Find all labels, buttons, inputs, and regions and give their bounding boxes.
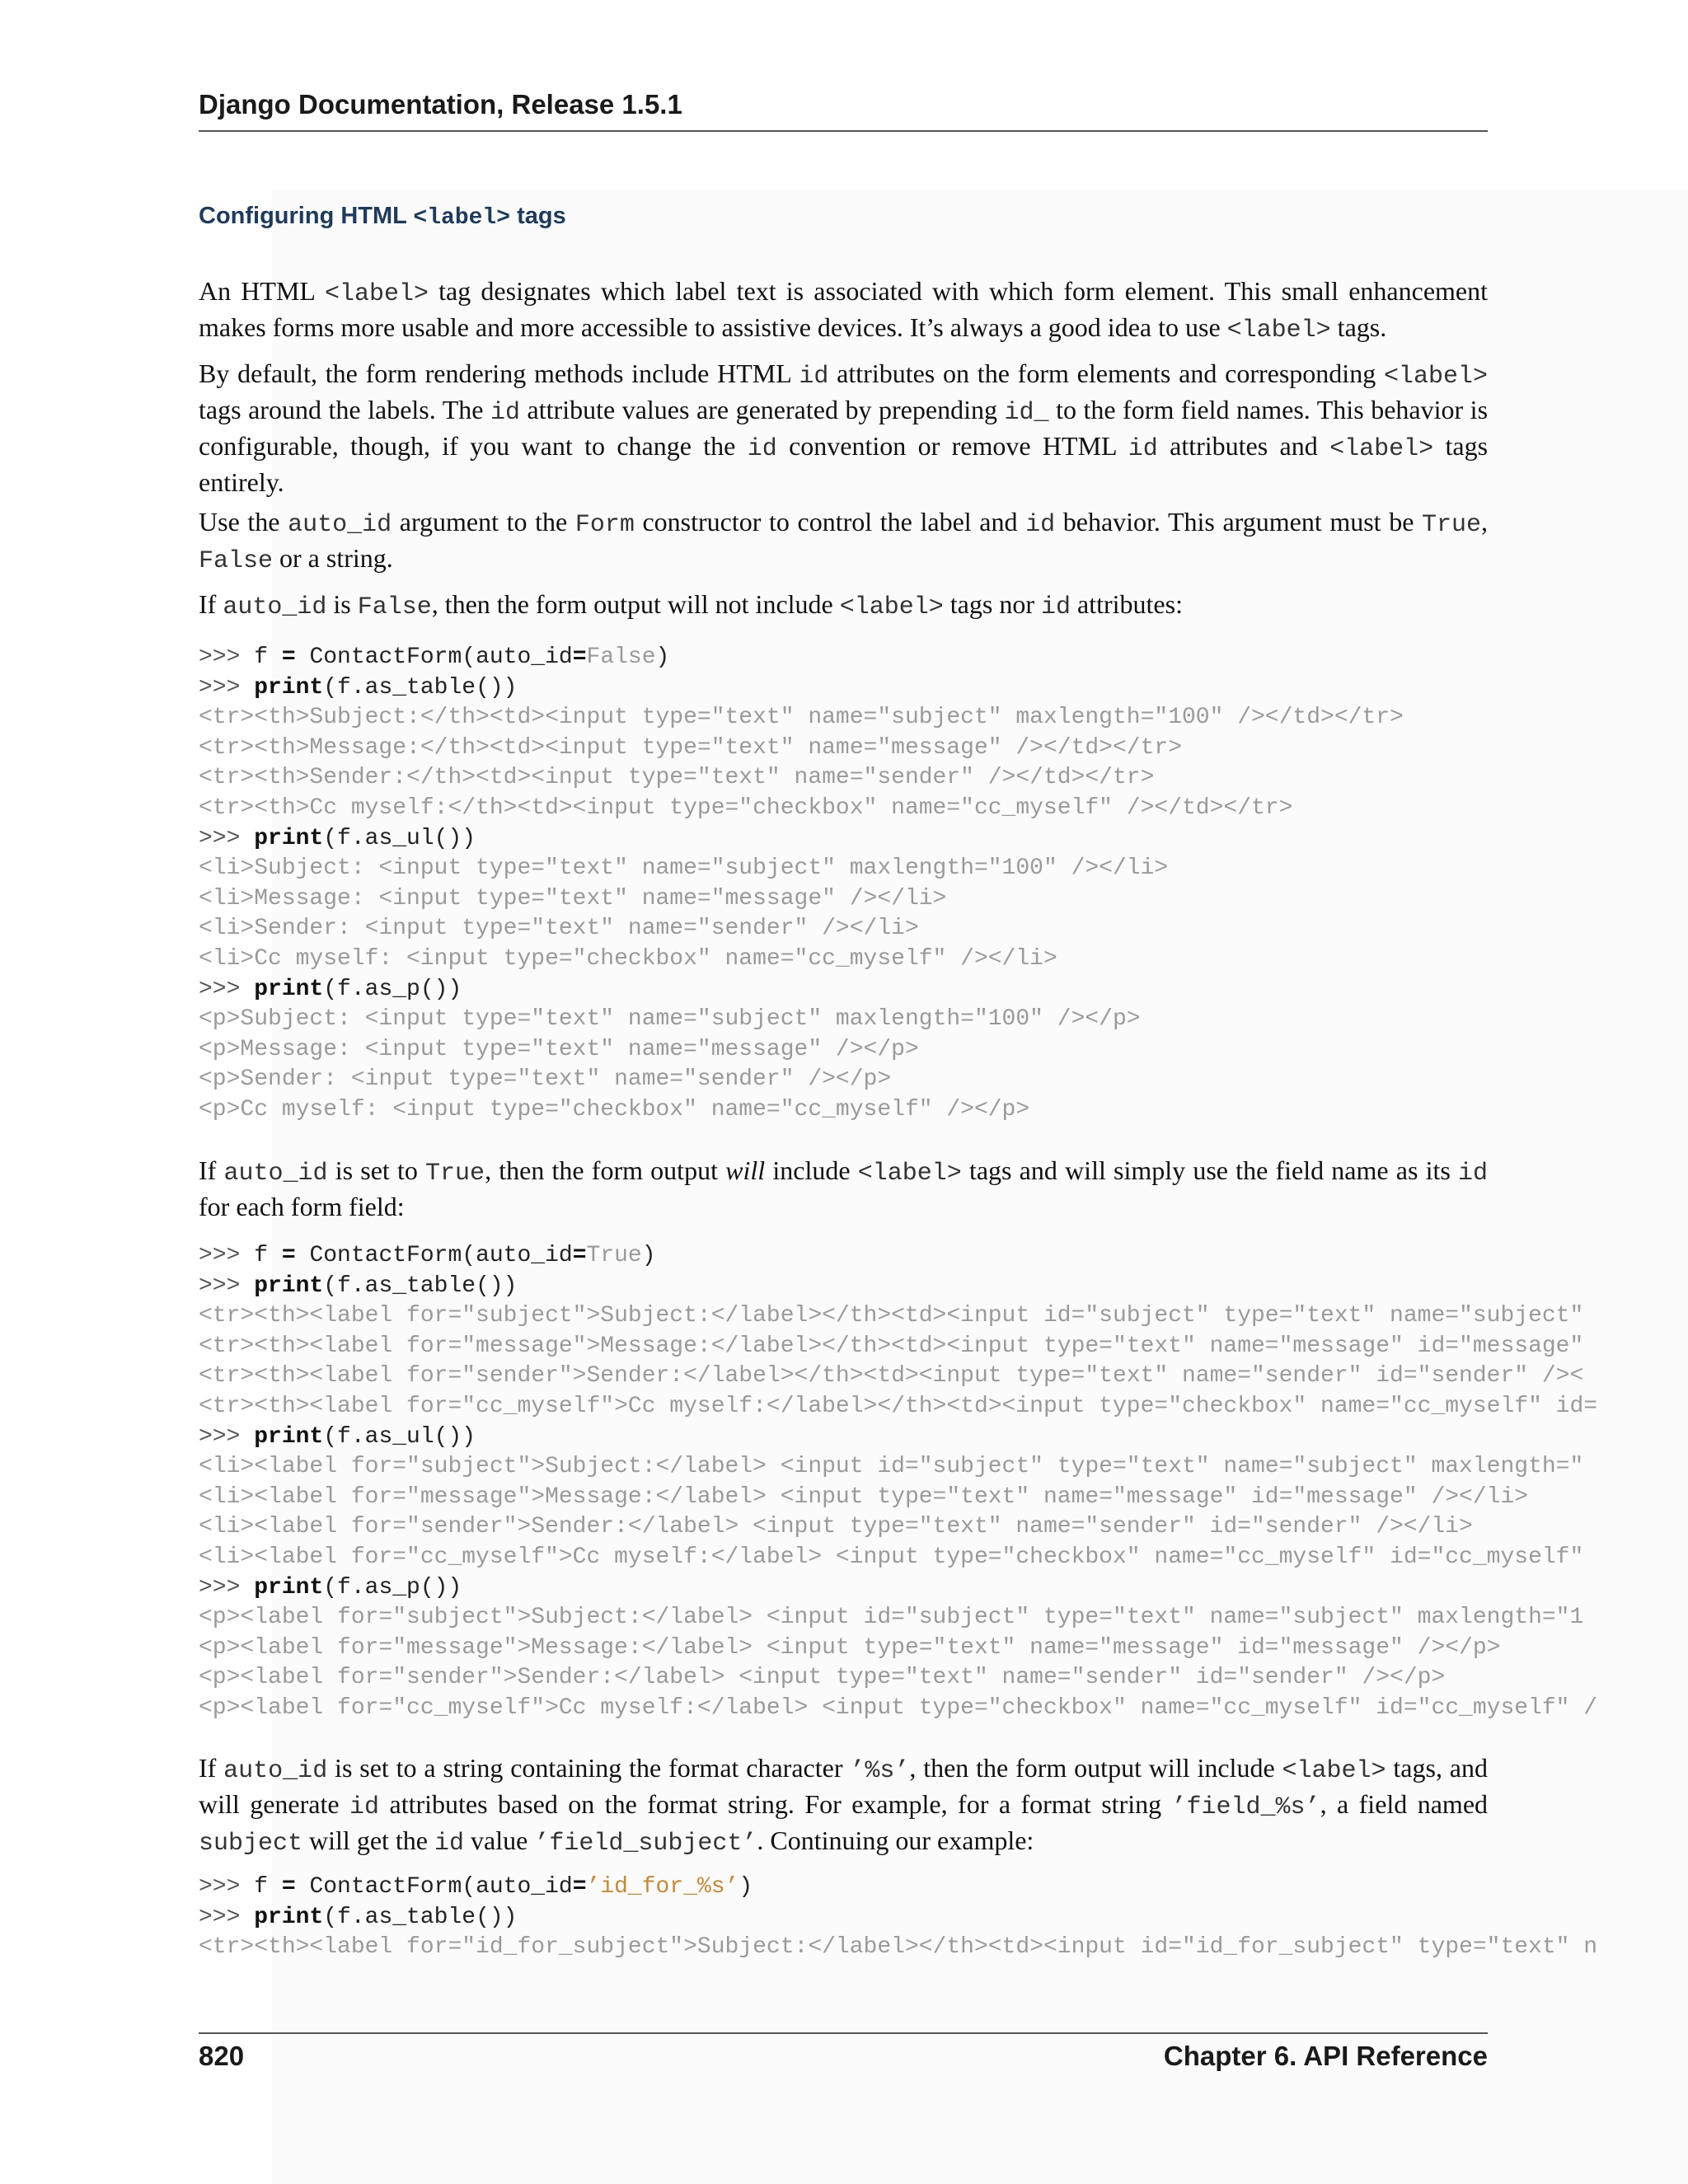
text-run: tags around the labels. The xyxy=(199,395,490,424)
code-token: <li>Cc myself: <input type="checkbox" name="cc_myself" /></li> xyxy=(199,945,1057,972)
code-token: <tr><th>Sender:</th><td><input type="text" name="sender" /></td></tr> xyxy=(199,765,1155,791)
inline-code: ’%s’ xyxy=(850,1757,910,1785)
code-token: <tr><th>Cc myself:</th><td><input type="checkbox" name="cc_myself" /></td></tr> xyxy=(199,794,1293,821)
code-block-auto-id-true xyxy=(199,1241,1688,1724)
text-run: convention or remove HTML xyxy=(776,431,1128,461)
code-token: print xyxy=(254,1423,324,1450)
code-token: <li>Sender: <input type="text" name="sender" /></li> xyxy=(199,916,919,942)
inline-code: id xyxy=(349,1793,380,1821)
text-run: If xyxy=(199,589,223,619)
code-token: print xyxy=(254,1272,324,1299)
inline-code: subject xyxy=(199,1830,303,1858)
footer-rule xyxy=(199,2032,1488,2034)
text-run: include xyxy=(765,1155,858,1185)
inline-code: False xyxy=(357,593,432,621)
text-run: or a string. xyxy=(273,543,393,573)
inline-code: <label> xyxy=(1226,316,1331,344)
inline-code: auto_id xyxy=(223,1757,328,1785)
text-run: value xyxy=(464,1825,535,1855)
code-token: >>> xyxy=(199,644,255,670)
code-token: <p>Subject: <input type="text" name="subject" maxlength="100" /></p> xyxy=(199,1006,1141,1033)
code-token: ’id_for_%s’ xyxy=(586,1874,739,1900)
code-token: >>> xyxy=(199,1874,255,1900)
code-line xyxy=(199,1272,1688,1302)
text-run: attributes on the form elements and corresponding xyxy=(828,359,1384,388)
code-token: f xyxy=(254,644,282,670)
code-token: <tr><th><label for="sender">Sender:</label></th><td><input type="text" name="sender" id="sender" />< xyxy=(199,1363,1584,1390)
text-run: is set to a string containing the format character xyxy=(327,1753,851,1783)
code-token: >>> xyxy=(199,1574,255,1601)
inline-code: True xyxy=(425,1160,485,1188)
code-line xyxy=(199,1301,1688,1332)
code-token: = xyxy=(572,1874,587,1900)
code-token: ) xyxy=(738,1874,753,1900)
text-run: , xyxy=(1481,507,1489,537)
inline-code: <label> xyxy=(324,280,429,308)
code-line xyxy=(199,884,1688,915)
inline-code: auto_id xyxy=(223,1160,328,1188)
code-token: (f.as_table()) xyxy=(323,674,518,701)
text-run: tags entirely. xyxy=(199,431,1489,497)
paragraph-2 xyxy=(199,357,1488,499)
inline-code: <label> xyxy=(1383,363,1489,391)
text-run: tags. xyxy=(1330,312,1387,342)
code-token: <tr><th><label for="message">Message:</label></th><td><input type="text" name="message" id="message" xyxy=(199,1333,1598,1359)
text-run: , then the form output will include xyxy=(909,1753,1282,1783)
code-line xyxy=(199,914,1688,944)
inline-code: id xyxy=(747,435,777,463)
code-token: <p><label for="subject">Subject:</label> <input id="subject" type="text" name="subject" maxlength="1 xyxy=(199,1605,1584,1631)
emphasis-text: will xyxy=(725,1155,766,1185)
code-token: <p>Message: <input type="text" name="message" /></p> xyxy=(199,1036,919,1062)
code-token: print xyxy=(254,674,324,701)
code-token: >>> xyxy=(199,1423,255,1450)
code-token: <p><label for="sender">Sender:</label> <input type="text" name="sender" id="sender" /></p> xyxy=(199,1665,1446,1691)
inline-code: id xyxy=(1458,1160,1489,1188)
text-run: An HTML xyxy=(199,276,325,306)
code-token: print xyxy=(254,825,324,851)
code-token: >>> xyxy=(199,1904,255,1930)
code-block-auto-id-format xyxy=(199,1872,1688,1963)
inline-code: auto_id xyxy=(288,511,392,539)
code-token: f xyxy=(254,1243,282,1268)
text-run: argument to the xyxy=(392,507,575,537)
code-token: ContactForm(auto_id xyxy=(295,1874,573,1900)
code-token: (f.as_p()) xyxy=(323,1574,462,1601)
code-token: <tr><th><label for="subject">Subject:</label></th><td><input id="subject" type="text" name="subject" xyxy=(199,1303,1598,1329)
text-run: attributes based on the format string. For example, for a format string xyxy=(379,1789,1172,1819)
inline-code: <label> xyxy=(1329,435,1434,463)
code-line xyxy=(199,1065,1688,1095)
inline-code: id xyxy=(1025,511,1056,539)
code-line xyxy=(199,1694,1688,1724)
code-line xyxy=(199,794,1688,824)
inline-code: Form xyxy=(574,511,635,539)
inline-code: auto_id xyxy=(223,593,327,621)
inline-code: ’field_%s’ xyxy=(1171,1793,1320,1821)
text-run: By default, the form rendering methods include HTML xyxy=(199,359,799,388)
inline-code: id xyxy=(1040,593,1071,621)
code-line xyxy=(199,1663,1688,1694)
code-line xyxy=(199,1241,1688,1272)
paragraph-1 xyxy=(199,274,1488,347)
code-token: = xyxy=(281,1874,296,1900)
code-line xyxy=(199,975,1688,1005)
code-line xyxy=(199,1603,1688,1633)
code-token: = xyxy=(281,644,296,670)
section-title-suffix: tags xyxy=(510,203,566,229)
text-run: will get the xyxy=(302,1825,434,1855)
code-line xyxy=(199,1452,1688,1483)
code-token: print xyxy=(254,976,324,1002)
text-run: is set to xyxy=(327,1155,426,1185)
code-line xyxy=(199,824,1688,855)
section-title-prefix: Configuring HTML xyxy=(199,203,414,229)
inline-code: True xyxy=(1422,511,1482,539)
code-line xyxy=(199,1361,1688,1392)
code-token: False xyxy=(586,644,656,670)
code-token: = xyxy=(572,1243,587,1268)
code-line xyxy=(199,673,1688,704)
code-line xyxy=(199,1872,1688,1903)
code-token: <li><label for="cc_myself">Cc myself:</label> <input type="checkbox" name="cc_myself" id="cc_myself" xyxy=(199,1544,1598,1570)
text-run: constructor to control the label and xyxy=(634,507,1026,537)
text-run: If xyxy=(199,1155,224,1185)
inline-code: ’field_subject’ xyxy=(534,1830,757,1858)
code-token: <li><label for="message">Message:</label> <input type="text" name="message" id="message" /></li> xyxy=(199,1483,1529,1510)
code-token: print xyxy=(254,1574,324,1601)
code-token: (f.as_ul()) xyxy=(323,825,476,851)
code-token: ) xyxy=(641,1243,656,1268)
code-token: <p><label for="cc_myself">Cc myself:</label> <input type="checkbox" name="cc_myself" id="cc_myself" / xyxy=(199,1694,1598,1721)
inline-code: id xyxy=(1128,435,1158,463)
paragraph-6 xyxy=(199,1751,1488,1860)
code-token: (f.as_table()) xyxy=(323,1272,518,1299)
code-token: <li><label for="subject">Subject:</label> <input id="subject" type="text" name="subject" maxlength=" xyxy=(199,1454,1584,1480)
code-line xyxy=(199,1933,1688,1963)
inline-code: id_ xyxy=(1004,399,1049,427)
section-title xyxy=(199,203,566,231)
code-token: <tr><th>Message:</th><td><input type="text" name="message" /></td></tr> xyxy=(199,734,1182,761)
text-run: to the form field names. This behavior is configurable, though, if you want to change the xyxy=(199,395,1489,461)
code-token: <tr><th><label for="cc_myself">Cc myself:</label></th><td><input type="checkbox" name="cc_myself" id= xyxy=(199,1393,1598,1419)
inline-code: False xyxy=(199,547,274,575)
code-token: <tr><th>Subject:</th><td><input type="text" name="subject" maxlength="100" /></td></tr> xyxy=(199,705,1404,731)
code-line xyxy=(199,703,1688,733)
code-token: True xyxy=(586,1243,642,1268)
code-token: ) xyxy=(655,644,670,670)
text-run: tag designates which label text is associated with which form element. This small enhancement makes forms more usable and more accessible to assistive devices. It’s always a good idea to use xyxy=(199,276,1489,342)
inline-code: id xyxy=(434,1830,465,1858)
code-token: = xyxy=(281,1243,296,1268)
code-line xyxy=(199,1512,1688,1543)
text-run: tags and will simply use the field name as its xyxy=(961,1155,1459,1185)
chapter-title: Chapter 6. API Reference xyxy=(1163,2041,1488,2071)
code-token: <p>Sender: <input type="text" name="sender" /></p> xyxy=(199,1066,892,1093)
text-run: Use the xyxy=(199,507,288,537)
code-line xyxy=(199,643,1688,673)
code-token: = xyxy=(572,644,587,670)
code-line xyxy=(199,1543,1688,1573)
code-token: print xyxy=(254,1904,324,1930)
code-token: >>> xyxy=(199,825,255,851)
text-run: is xyxy=(326,589,358,619)
code-line xyxy=(199,1903,1688,1933)
section-title-code: <label> xyxy=(413,205,511,231)
inline-code: id xyxy=(490,399,521,427)
code-token: >>> xyxy=(199,976,255,1002)
code-line xyxy=(199,1573,1688,1604)
code-line xyxy=(199,1633,1688,1664)
code-token: <li>Message: <input type="text" name="message" /></li> xyxy=(199,885,947,912)
code-token: <tr><th><label for="id_for_subject">Subject:</label></th><td><input id="id_for_subject" type="text" n xyxy=(199,1934,1598,1961)
header-rule xyxy=(199,130,1488,132)
text-run: , then the form output xyxy=(485,1155,726,1185)
code-token: >>> xyxy=(199,1272,255,1299)
text-run: attributes and xyxy=(1157,431,1330,461)
code-line xyxy=(199,1422,1688,1453)
code-token: <p><label for="message">Message:</label> <input type="text" name="message" id="message" /></p> xyxy=(199,1634,1501,1661)
code-token: ContactForm(auto_id xyxy=(295,644,573,670)
text-run: , a field named xyxy=(1320,1789,1489,1819)
code-token: ContactForm(auto_id xyxy=(295,1243,573,1268)
code-line xyxy=(199,944,1688,975)
inline-code: id xyxy=(799,363,829,391)
text-run: tags nor xyxy=(943,589,1041,619)
code-token: (f.as_table()) xyxy=(323,1904,518,1930)
text-run: tags, and will generate xyxy=(199,1753,1489,1819)
code-line xyxy=(199,1035,1688,1066)
inline-code: <label> xyxy=(1282,1757,1386,1785)
code-line xyxy=(199,1005,1688,1035)
code-token: <li>Subject: <input type="text" name="subject" maxlength="100" /></li> xyxy=(199,855,1169,882)
text-run: attributes: xyxy=(1070,589,1183,619)
code-line xyxy=(199,1332,1688,1362)
code-block-auto-id-false xyxy=(199,643,1688,1126)
code-line xyxy=(199,763,1688,794)
code-line xyxy=(199,1483,1688,1513)
inline-code: <label> xyxy=(857,1160,962,1188)
inline-code: <label> xyxy=(839,593,944,621)
code-token: >>> xyxy=(199,674,255,701)
code-line xyxy=(199,1392,1688,1422)
code-token: <p>Cc myself: <input type="checkbox" name="cc_myself" /></p> xyxy=(199,1096,1030,1122)
text-run: . Continuing our example: xyxy=(757,1825,1034,1855)
running-header: Django Documentation, Release 1.5.1 xyxy=(199,89,682,120)
code-token: <li><label for="sender">Sender:</label> <input type="text" name="sender" id="sender" /></li> xyxy=(199,1514,1473,1540)
code-token: f xyxy=(254,1874,282,1900)
paragraph-3 xyxy=(199,505,1488,578)
text-run: for each form field: xyxy=(199,1192,405,1221)
code-line xyxy=(199,733,1688,764)
page-number: 820 xyxy=(199,2041,245,2071)
text-run: If xyxy=(199,1753,224,1783)
text-run: , then the form output will not include xyxy=(431,589,840,619)
paragraph-4 xyxy=(199,588,1488,624)
code-token: (f.as_ul()) xyxy=(323,1423,476,1450)
code-line xyxy=(199,1095,1688,1126)
code-token: >>> xyxy=(199,1243,255,1268)
text-run: behavior. This argument must be xyxy=(1055,507,1423,537)
code-token: (f.as_p()) xyxy=(323,976,462,1002)
paragraph-5 xyxy=(199,1154,1488,1223)
text-run: attribute values are generated by prepending xyxy=(520,395,1005,424)
code-line xyxy=(199,854,1688,884)
